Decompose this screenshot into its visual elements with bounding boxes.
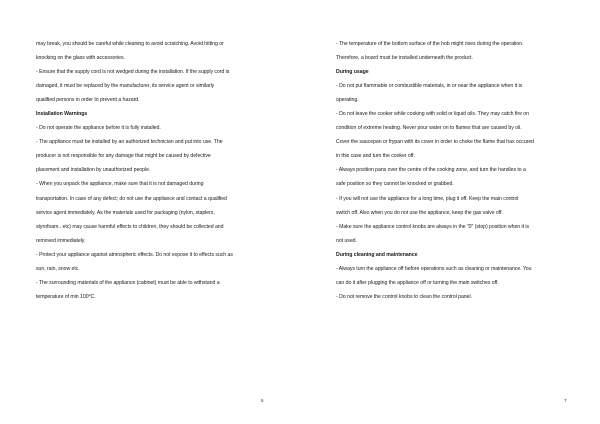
- text-line: operating.: [336, 97, 359, 104]
- text-line: condition of extreme heating. Never pour water on to flames that are caused by oil.: [336, 125, 522, 132]
- text-line: - The appliance must be installed by an authorized technician and put into use. The: [36, 139, 223, 146]
- text-line: - Do not operate the appliance before it is fully installed.: [36, 125, 161, 132]
- text-line: - If you will not use the appliance for a long time, plug it off. Keep the main control: [336, 195, 519, 202]
- text-line: may break, you should be careful while cleaning to avoid scratching. Avoid hitting or: [36, 41, 224, 47]
- text-line: - Always turn the appliance off before operations such as cleaning or maintenance. You: [336, 265, 532, 272]
- text-line: switch off. Also when you do not use the appliance, keep the gas valve off.: [336, 209, 503, 216]
- text-line: - Do not put flammable or combustible materials, in or near the appliance when it is: [336, 83, 523, 90]
- section-heading: During usage: [336, 69, 369, 76]
- text-line: - When you unpack the appliance, make sure that it is not damaged during: [36, 181, 204, 188]
- text-line: - Do not remove the control knobs to clean the control panel.: [336, 293, 472, 300]
- text-line: Therefore, a board must be installed underneath the product.: [336, 55, 473, 62]
- text-line: producer is not responsible for any damage that might be caused by defective: [36, 153, 211, 160]
- left-page-text: [36, 37, 276, 304]
- section-heading: Installation Warnings: [36, 111, 88, 118]
- text-line: qualified persons in order to prevent a hazard.: [36, 97, 140, 104]
- text-line: temperature of min 100°C.: [36, 293, 96, 300]
- text-line: service agent immediately. As the materials used for packaging (nylon, staplers,: [36, 209, 215, 216]
- text-line: - Ensure that the supply cord is not wedged during the installation. If the supply cord is: [36, 69, 230, 76]
- text-line: - Always position pans over the centre of the cooking zone, and turn the handles to a: [336, 167, 526, 174]
- text-line: sun, rain, snow etc.: [36, 265, 80, 272]
- text-line: Cover the saucepan or frypan with its cover in order to choke the flame that has occured: [336, 139, 535, 146]
- text-line: can do it after plugging the appliance off or turning the main switches off.: [336, 279, 499, 286]
- page-number-left: 6: [261, 398, 264, 403]
- text-line: in this case and turn the cooker off.: [336, 153, 415, 160]
- text-line: damaged, it must be replaced by the manufacturer, its service agent or similarly: [36, 83, 215, 90]
- right-page: [300, 0, 600, 424]
- right-page-text: [336, 37, 574, 304]
- text-line: safe position so they cannot be knocked or grabbed.: [336, 181, 454, 188]
- text-line: not used.: [336, 237, 357, 244]
- text-line: - Do not leave the cooker while cooking with solid or liquid oils. They may catch fire on: [336, 111, 529, 118]
- section-heading: During cleaning and maintenance: [336, 251, 418, 258]
- text-line: - The temperature of the bottom surface of the hob might rises during the operation.: [336, 41, 524, 47]
- text-line: placement and installation by unauthorized people.: [36, 167, 151, 174]
- text-line: removed immediately.: [36, 237, 86, 244]
- page-number-right: 7: [564, 398, 567, 403]
- text-line: - The surrounding materials of the appliance (cabinet) must be able to withstand a: [36, 279, 220, 286]
- text-line: knocking on the glass with accessories.: [36, 55, 125, 62]
- text-line: styrofoam.. etc) may cause harmful effects to children, they should be collected and: [36, 223, 224, 230]
- text-line: - Make sure the appliance control knobs are always in the "0" (stop) position when it is: [336, 223, 530, 230]
- text-line: - Protect your appliance against atmospheric effects. Do not expose it to effects such as: [36, 251, 233, 258]
- text-line: transportation. In case of any defect; do not use the appliance and contact a qualified: [36, 195, 227, 202]
